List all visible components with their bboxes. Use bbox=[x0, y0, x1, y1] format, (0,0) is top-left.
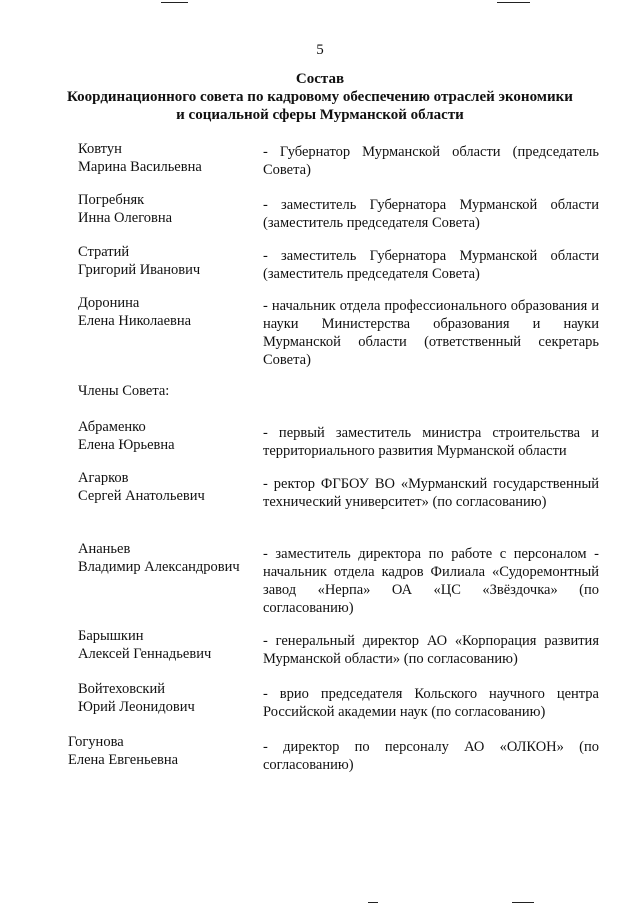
top-rule-right bbox=[497, 2, 530, 3]
top-rule-left bbox=[161, 2, 188, 3]
member-name: Абраменко Елена Юрьевна bbox=[78, 419, 175, 453]
member-name: Ананьев Владимир Александрович bbox=[78, 541, 240, 575]
document-subtitle-line1: Координационного совета по кадровому обеспечению отраслей экономики bbox=[67, 89, 573, 105]
member-role: - Губернатор Мурманской области (председатель Совета) bbox=[263, 144, 599, 178]
member-name: Погребняк Инна Олеговна bbox=[78, 192, 173, 226]
member-role: - ректор ФГБОУ ВО «Мурманский государственный технический университет» (по согласованию) bbox=[263, 476, 599, 510]
member-role: - заместитель директора по работе с персоналом - начальник отдела кадров Филиала «Судоремонтный завод «Нерпа» ОА «ЦС «Звёздочка» (по согласованию) bbox=[263, 546, 599, 616]
member-role: - директор по персоналу АО «ОЛКОН» (по согласованию) bbox=[263, 739, 599, 773]
member-role: - генеральный директор АО «Корпорация развития Мурманской области» (по согласованию) bbox=[263, 633, 599, 667]
member-name: Стратий Григорий Иванович bbox=[78, 244, 201, 278]
member-name: Агарков Сергей Анатольевич bbox=[78, 470, 205, 504]
member-role: - первый заместитель министра строительства и территориального развития Мурманской области bbox=[263, 425, 599, 459]
member-role: - начальник отдела профессионального образования и науки Министерства образования и науки Мурманской области (ответственный секретарь Совета) bbox=[263, 298, 599, 368]
member-name: Доронина Елена Николаевна bbox=[78, 295, 192, 329]
member-role: - заместитель Губернатора Мурманской области (заместитель председателя Совета) bbox=[263, 248, 599, 282]
bottom-rule-right bbox=[512, 902, 534, 903]
section-members-heading: Члены Совета: bbox=[78, 383, 170, 399]
page-number: 5 bbox=[316, 42, 324, 58]
member-role: - врио председателя Кольского научного центра Российской академии наук (по согласованию) bbox=[263, 686, 599, 720]
member-name: Войтеховский Юрий Леонидович bbox=[78, 681, 195, 715]
member-name: Гогунова Елена Евгеньевна bbox=[68, 734, 179, 768]
bottom-rule-left bbox=[368, 902, 378, 903]
member-name: Барышкин Алексей Геннадьевич bbox=[78, 628, 212, 662]
member-name: Ковтун Марина Васильевна bbox=[78, 141, 202, 175]
member-role: - заместитель Губернатора Мурманской области (заместитель председателя Совета) bbox=[263, 197, 599, 231]
document-title: Состав bbox=[295, 71, 345, 87]
document-subtitle-line2: и социальной сферы Мурманской области bbox=[176, 107, 464, 123]
